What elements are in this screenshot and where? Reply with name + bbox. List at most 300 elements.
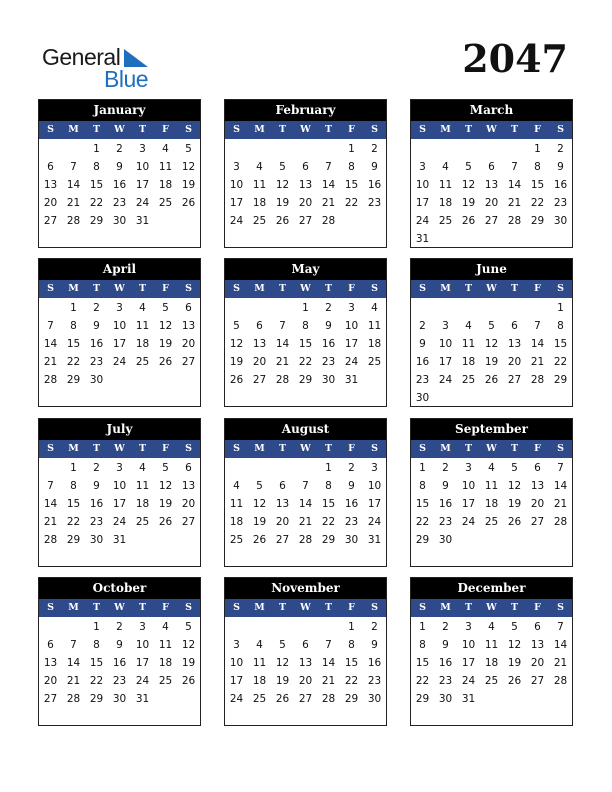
day-cell: 24 — [367, 516, 382, 528]
day-blank — [317, 140, 340, 158]
day-cell: 3 — [371, 462, 378, 474]
day-cell: 11 — [135, 480, 150, 492]
day-grid — [225, 458, 386, 549]
day-cell: 10 — [415, 179, 430, 191]
day-cell: 4 — [442, 161, 449, 173]
day-cell: 10 — [461, 639, 476, 651]
weekday-label: W — [486, 602, 497, 613]
day-cell: 11 — [158, 161, 173, 173]
weekday-label: T — [138, 602, 147, 613]
day-cell: 24 — [135, 197, 150, 209]
day-cell: 23 — [112, 197, 127, 209]
day-cell: 11 — [461, 338, 476, 350]
day-cell: 24 — [438, 374, 453, 386]
day-cell: 31 — [344, 374, 359, 386]
day-cell: 29 — [89, 215, 104, 227]
day-cell: 5 — [162, 462, 169, 474]
day-cell: 27 — [507, 374, 522, 386]
day-grid — [39, 298, 200, 389]
day-cell: 29 — [89, 693, 104, 705]
weekday-label: W — [300, 283, 311, 294]
day-cell: 21 — [553, 657, 568, 669]
day-cell: 17 — [229, 675, 244, 687]
day-cell: 5 — [256, 480, 263, 492]
day-cell: 15 — [553, 338, 568, 350]
day-cell: 7 — [511, 161, 518, 173]
day-cell: 15 — [66, 338, 81, 350]
day-grid — [411, 298, 572, 407]
day-cell: 19 — [158, 498, 173, 510]
day-cell: 8 — [419, 480, 426, 492]
weekday-label: M — [254, 124, 265, 135]
day-cell: 26 — [181, 197, 196, 209]
weekday-label: T — [278, 124, 287, 135]
day-cell: 20 — [43, 197, 58, 209]
day-cell: 6 — [534, 462, 541, 474]
day-cell: 14 — [43, 498, 58, 510]
day-cell: 3 — [139, 621, 146, 633]
day-cell: 23 — [321, 356, 336, 368]
day-cell: 9 — [116, 639, 123, 651]
day-grid — [39, 617, 200, 708]
day-cell: 22 — [66, 356, 81, 368]
day-cell: 6 — [511, 320, 518, 332]
day-cell: 17 — [415, 197, 430, 209]
month-january — [38, 99, 201, 248]
day-cell: 18 — [438, 197, 453, 209]
weekday-header — [225, 280, 386, 298]
day-cell: 14 — [66, 657, 81, 669]
day-cell: 30 — [438, 693, 453, 705]
day-cell: 19 — [229, 356, 244, 368]
day-cell: 20 — [181, 338, 196, 350]
weekday-header — [411, 440, 572, 458]
day-cell: 2 — [419, 320, 426, 332]
day-cell: 15 — [321, 498, 336, 510]
month-december — [410, 577, 573, 726]
day-cell: 21 — [66, 675, 81, 687]
weekday-label: S — [557, 443, 564, 454]
weekday-label: T — [278, 443, 287, 454]
weekday-label: S — [47, 124, 54, 135]
month-title: May — [225, 259, 386, 280]
day-cell: 17 — [461, 498, 476, 510]
day-cell: 16 — [112, 179, 127, 191]
day-cell: 15 — [298, 338, 313, 350]
day-cell: 4 — [256, 161, 263, 173]
day-cell: 2 — [371, 143, 378, 155]
day-cell: 9 — [442, 639, 449, 651]
day-blank — [457, 299, 480, 317]
weekday-label: S — [185, 283, 192, 294]
day-cell: 13 — [43, 657, 58, 669]
day-cell: 1 — [93, 143, 100, 155]
day-cell: 25 — [135, 516, 150, 528]
day-cell: 6 — [47, 161, 54, 173]
weekday-label: T — [464, 283, 473, 294]
day-cell: 12 — [158, 320, 173, 332]
weekday-label: F — [162, 602, 169, 613]
month-title: July — [39, 419, 200, 440]
day-cell: 27 — [181, 516, 196, 528]
day-cell: 31 — [135, 693, 150, 705]
day-cell: 21 — [298, 516, 313, 528]
day-cell: 3 — [465, 621, 472, 633]
day-blank — [526, 299, 549, 317]
day-cell: 30 — [415, 392, 430, 404]
day-cell: 19 — [181, 179, 196, 191]
day-cell: 26 — [275, 215, 290, 227]
weekday-label: W — [300, 124, 311, 135]
weekday-label: T — [92, 124, 101, 135]
day-cell: 30 — [321, 374, 336, 386]
weekday-label: M — [440, 124, 451, 135]
weekday-header — [225, 121, 386, 139]
day-cell: 11 — [484, 639, 499, 651]
day-cell: 10 — [135, 639, 150, 651]
day-grid — [225, 139, 386, 230]
day-cell: 18 — [461, 356, 476, 368]
weekday-label: T — [324, 124, 333, 135]
month-title: February — [225, 100, 386, 121]
day-cell: 20 — [507, 356, 522, 368]
day-blank — [411, 140, 434, 158]
day-cell: 6 — [302, 639, 309, 651]
weekday-label: M — [68, 443, 79, 454]
day-blank — [480, 299, 503, 317]
day-cell: 22 — [321, 516, 336, 528]
day-cell: 1 — [93, 621, 100, 633]
day-blank — [503, 299, 526, 317]
weekday-label: F — [162, 283, 169, 294]
day-cell: 16 — [553, 179, 568, 191]
day-cell: 22 — [298, 356, 313, 368]
day-cell: 5 — [185, 143, 192, 155]
day-cell: 13 — [43, 179, 58, 191]
day-cell: 13 — [181, 320, 196, 332]
day-cell: 3 — [442, 320, 449, 332]
day-cell: 26 — [461, 215, 476, 227]
day-blank — [457, 140, 480, 158]
day-cell: 19 — [252, 516, 267, 528]
day-cell: 19 — [275, 197, 290, 209]
day-blank — [434, 299, 457, 317]
day-grid — [225, 298, 386, 389]
day-cell: 29 — [553, 374, 568, 386]
day-cell: 15 — [530, 179, 545, 191]
weekday-label: F — [534, 124, 541, 135]
day-cell: 24 — [112, 516, 127, 528]
month-title: April — [39, 259, 200, 280]
weekday-label: S — [419, 602, 426, 613]
day-cell: 1 — [534, 143, 541, 155]
weekday-label: F — [348, 443, 355, 454]
weekday-label: T — [92, 283, 101, 294]
day-cell: 8 — [93, 161, 100, 173]
month-title: September — [411, 419, 572, 440]
day-cell: 10 — [135, 161, 150, 173]
day-cell: 4 — [233, 480, 240, 492]
day-blank — [39, 618, 62, 636]
day-cell: 9 — [325, 320, 332, 332]
month-title: January — [39, 100, 200, 121]
brand-logo — [42, 44, 162, 94]
day-cell: 17 — [135, 657, 150, 669]
day-blank — [271, 140, 294, 158]
day-cell: 22 — [344, 197, 359, 209]
day-cell: 19 — [181, 657, 196, 669]
day-cell: 27 — [530, 516, 545, 528]
day-cell: 12 — [461, 179, 476, 191]
day-cell: 17 — [229, 197, 244, 209]
day-cell: 23 — [89, 356, 104, 368]
weekday-label: T — [464, 124, 473, 135]
day-cell: 27 — [181, 356, 196, 368]
day-cell: 18 — [135, 338, 150, 350]
day-cell: 15 — [415, 498, 430, 510]
day-cell: 11 — [252, 657, 267, 669]
day-cell: 23 — [438, 675, 453, 687]
day-cell: 23 — [367, 675, 382, 687]
day-cell: 29 — [530, 215, 545, 227]
day-cell: 29 — [298, 374, 313, 386]
weekday-label: T — [278, 283, 287, 294]
brand-blue-text: Blue — [104, 66, 149, 92]
day-cell: 28 — [43, 534, 58, 546]
day-cell: 9 — [116, 161, 123, 173]
day-blank — [317, 618, 340, 636]
day-cell: 25 — [484, 675, 499, 687]
day-cell: 11 — [229, 498, 244, 510]
day-cell: 3 — [233, 161, 240, 173]
weekday-label: W — [114, 443, 125, 454]
weekday-label: S — [233, 602, 240, 613]
day-cell: 27 — [43, 215, 58, 227]
weekday-label: M — [254, 602, 265, 613]
day-cell: 24 — [344, 356, 359, 368]
day-blank — [62, 618, 85, 636]
weekday-label: S — [233, 124, 240, 135]
day-cell: 16 — [89, 498, 104, 510]
day-cell: 4 — [162, 143, 169, 155]
day-cell: 8 — [70, 320, 77, 332]
day-blank — [480, 140, 503, 158]
weekday-header — [411, 121, 572, 139]
day-cell: 22 — [553, 356, 568, 368]
day-cell: 14 — [298, 498, 313, 510]
day-cell: 14 — [321, 179, 336, 191]
month-july — [38, 418, 201, 567]
day-cell: 23 — [553, 197, 568, 209]
day-cell: 21 — [321, 675, 336, 687]
day-cell: 4 — [139, 302, 146, 314]
day-grid — [411, 458, 572, 549]
day-cell: 27 — [252, 374, 267, 386]
day-cell: 22 — [415, 516, 430, 528]
day-cell: 25 — [367, 356, 382, 368]
weekday-label: S — [185, 602, 192, 613]
weekday-header — [39, 121, 200, 139]
month-october — [38, 577, 201, 726]
month-title: March — [411, 100, 572, 121]
day-grid — [411, 139, 572, 248]
day-cell: 9 — [442, 480, 449, 492]
day-cell: 5 — [185, 621, 192, 633]
weekday-label: S — [233, 443, 240, 454]
weekday-label: F — [534, 602, 541, 613]
month-september — [410, 418, 573, 567]
day-cell: 16 — [367, 657, 382, 669]
month-title: October — [39, 578, 200, 599]
day-cell: 14 — [43, 338, 58, 350]
weekday-label: S — [557, 602, 564, 613]
day-cell: 26 — [229, 374, 244, 386]
weekday-label: S — [419, 283, 426, 294]
day-cell: 21 — [43, 356, 58, 368]
day-cell: 8 — [348, 639, 355, 651]
day-cell: 15 — [89, 657, 104, 669]
day-cell: 8 — [70, 480, 77, 492]
day-cell: 7 — [534, 320, 541, 332]
month-april — [38, 258, 201, 407]
day-cell: 3 — [348, 302, 355, 314]
day-cell: 22 — [344, 675, 359, 687]
weekday-label: S — [371, 443, 378, 454]
day-cell: 5 — [511, 462, 518, 474]
day-cell: 9 — [348, 480, 355, 492]
day-cell: 25 — [252, 215, 267, 227]
brand-triangle-icon — [124, 49, 148, 67]
day-cell: 17 — [135, 179, 150, 191]
day-cell: 4 — [139, 462, 146, 474]
day-cell: 26 — [158, 516, 173, 528]
day-cell: 9 — [557, 161, 564, 173]
day-blank — [225, 618, 248, 636]
day-cell: 10 — [112, 480, 127, 492]
weekday-label: S — [557, 283, 564, 294]
day-cell: 25 — [135, 356, 150, 368]
day-cell: 23 — [438, 516, 453, 528]
day-cell: 9 — [371, 639, 378, 651]
day-cell: 19 — [507, 657, 522, 669]
day-cell: 18 — [158, 657, 173, 669]
day-cell: 28 — [321, 215, 336, 227]
weekday-header — [411, 280, 572, 298]
day-grid — [39, 139, 200, 230]
day-cell: 31 — [461, 693, 476, 705]
day-cell: 24 — [415, 215, 430, 227]
day-cell: 13 — [252, 338, 267, 350]
day-cell: 9 — [93, 320, 100, 332]
month-march — [410, 99, 573, 248]
day-cell: 27 — [298, 693, 313, 705]
day-cell: 24 — [229, 693, 244, 705]
day-cell: 29 — [66, 374, 81, 386]
day-cell: 6 — [256, 320, 263, 332]
day-cell: 21 — [530, 356, 545, 368]
day-cell: 28 — [66, 693, 81, 705]
day-cell: 8 — [534, 161, 541, 173]
day-cell: 24 — [135, 675, 150, 687]
day-cell: 18 — [367, 338, 382, 350]
day-cell: 24 — [229, 215, 244, 227]
weekday-label: M — [440, 602, 451, 613]
day-cell: 31 — [367, 534, 382, 546]
day-cell: 12 — [181, 639, 196, 651]
month-title: November — [225, 578, 386, 599]
day-cell: 25 — [484, 516, 499, 528]
day-cell: 28 — [275, 374, 290, 386]
day-cell: 8 — [557, 320, 564, 332]
weekday-label: S — [233, 283, 240, 294]
day-cell: 1 — [557, 302, 564, 314]
day-cell: 17 — [367, 498, 382, 510]
weekday-label: M — [68, 124, 79, 135]
day-cell: 28 — [66, 215, 81, 227]
day-cell: 1 — [419, 621, 426, 633]
day-cell: 29 — [66, 534, 81, 546]
weekday-label: S — [47, 283, 54, 294]
day-cell: 25 — [158, 197, 173, 209]
weekday-label: S — [47, 443, 54, 454]
day-cell: 4 — [162, 621, 169, 633]
weekday-header — [225, 440, 386, 458]
day-cell: 25 — [252, 693, 267, 705]
day-blank — [225, 299, 248, 317]
weekday-label: T — [278, 602, 287, 613]
day-cell: 13 — [507, 338, 522, 350]
weekday-label: T — [324, 602, 333, 613]
day-cell: 11 — [252, 179, 267, 191]
month-february — [224, 99, 387, 248]
day-cell: 20 — [484, 197, 499, 209]
day-blank — [271, 618, 294, 636]
day-cell: 25 — [158, 675, 173, 687]
day-blank — [248, 140, 271, 158]
weekday-label: W — [486, 283, 497, 294]
day-cell: 13 — [484, 179, 499, 191]
day-cell: 26 — [484, 374, 499, 386]
weekday-label: S — [47, 602, 54, 613]
day-cell: 15 — [344, 657, 359, 669]
day-cell: 23 — [112, 675, 127, 687]
day-cell: 11 — [158, 639, 173, 651]
weekday-label: T — [324, 283, 333, 294]
day-cell: 21 — [553, 498, 568, 510]
day-cell: 3 — [233, 639, 240, 651]
day-cell: 13 — [298, 657, 313, 669]
day-cell: 9 — [371, 161, 378, 173]
day-cell: 31 — [112, 534, 127, 546]
day-cell: 5 — [279, 161, 286, 173]
day-cell: 28 — [530, 374, 545, 386]
day-cell: 30 — [438, 534, 453, 546]
weekday-label: T — [92, 602, 101, 613]
weekday-label: W — [114, 602, 125, 613]
day-cell: 4 — [465, 320, 472, 332]
day-cell: 16 — [344, 498, 359, 510]
day-cell: 14 — [507, 179, 522, 191]
day-cell: 10 — [367, 480, 382, 492]
weekday-label: T — [464, 602, 473, 613]
day-cell: 30 — [553, 215, 568, 227]
weekday-label: F — [162, 124, 169, 135]
weekday-header — [39, 440, 200, 458]
weekday-label: S — [419, 443, 426, 454]
day-cell: 12 — [507, 639, 522, 651]
weekday-label: T — [510, 124, 519, 135]
day-cell: 13 — [298, 179, 313, 191]
